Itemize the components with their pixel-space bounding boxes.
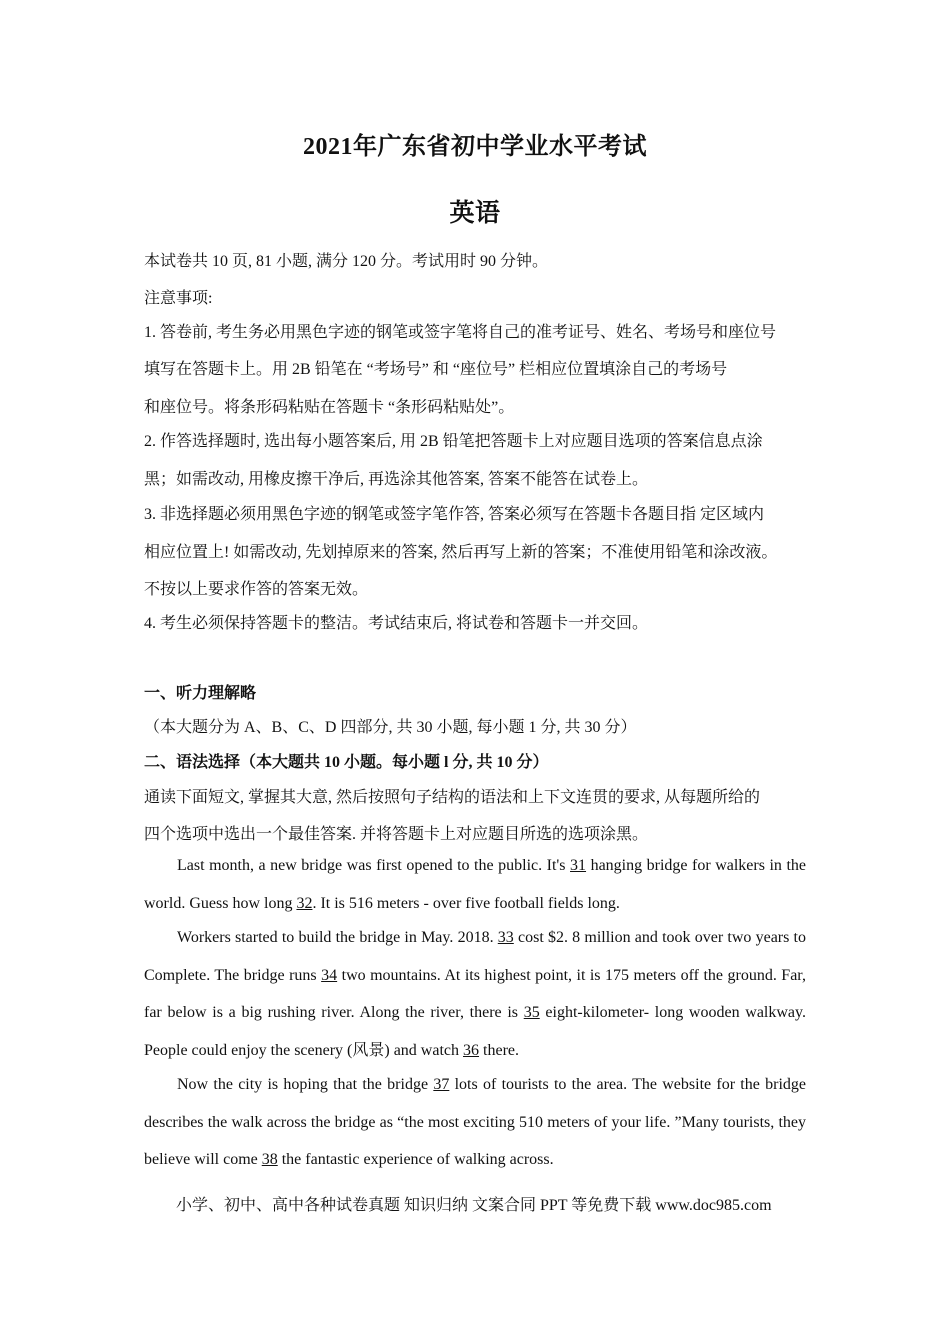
blank-35: 35 (523, 1004, 540, 1021)
notice-heading: 注意事项: (144, 290, 213, 307)
passage-text: . It is 516 meters - over five football fields long. (312, 894, 620, 912)
notice-line: 1. 答卷前, 考生务必用黑色字迹的钢笔或签字笔将自己的准考证号、姓名、考场号和座位号 (144, 324, 777, 341)
blank-36: 36 (463, 1041, 480, 1059)
notice-line: 2. 作答选择题时, 选出每小题答案后, 用 2B 铅笔把答题卡上对应题目选项的答案信息点涂 (144, 433, 763, 450)
blank-34: 34 (321, 966, 338, 984)
section2-heading: 二、语法选择（本大题共 10 小题。每小题 l 分, 共 10 分） (144, 754, 549, 771)
notice-line: 和座位号。将条形码粘贴在答题卡 “条形码粘贴处”。 (144, 399, 515, 416)
exam-title: 2021年广东省初中学业水平考试 (303, 134, 647, 160)
page-footer: 小学、初中、高中各种试卷真题 知识归纳 文案合同 PPT 等免费下载 www.doc985.com (176, 1197, 772, 1214)
section2-instructions: 通读下面短文, 掌握其大意, 然后按照句子结构的语法和上下文连贯的要求, 从每题所给的 (144, 789, 761, 806)
blank-33: 33 (497, 929, 514, 946)
blank-37: 37 (433, 1076, 450, 1093)
notice-line: 黑；如需改动, 用橡皮擦干净后, 再选涂其他答案, 答案不能答在试卷上。 (144, 471, 649, 488)
passage-text: two mountains. At its highest point, it is 175 meters off the ground. Far, far below is a big rushing river. Along the river, there is (144, 966, 806, 1021)
blank-38: 38 (261, 1151, 278, 1168)
exam-intro: 本试卷共 10 页, 81 小题, 满分 120 分。考试用时 90 分钟。 (144, 253, 549, 270)
passage-text: the fantastic experience of walking across. (277, 1151, 554, 1168)
notice-line: 4. 考生必须保持答题卡的整洁。考试结束后, 将试卷和答题卡一并交回。 (144, 615, 649, 632)
section2-instructions: 四个选项中选出一个最佳答案. 并将答题卡上对应题目所选的选项涂黑。 (144, 826, 649, 843)
passage-text: there. (479, 1041, 519, 1059)
passage-text: Last month, a new bridge was first opened to the public. It's (177, 857, 571, 874)
notice-line: 相应位置上! 如需改动, 先划掉原来的答案, 然后再写上新的答案；不准使用铅笔和涂改液。 (144, 544, 778, 561)
passage-paragraph-1 (144, 847, 806, 922)
passage-paragraph-3 (144, 1066, 806, 1179)
passage-text: lots of tourists to the area. The website for the bridge describes the walk across the bridge as “the most exciting 510 meters of your life. ”Many tourists, they believe will come (144, 1076, 806, 1168)
passage-paragraph-2 (144, 919, 806, 1069)
passage-text: eight-kilometer- long wooden walkway. People could enjoy the scenery (风景) and watch (144, 1004, 806, 1059)
passage-text: Now the city is hoping that the bridge (177, 1076, 434, 1093)
notice-line: 3. 非选择题必须用黑色字迹的钢笔或签字笔作答, 答案必须写在答题卡各题目指 定区域内 (144, 506, 765, 523)
section1-heading: 一、听力理解略 (144, 685, 257, 702)
passage-text: Workers started to build the bridge in May. 2018. (177, 929, 498, 946)
passage-text: cost $2. 8 million and took over two years to Complete. The bridge runs (144, 929, 806, 984)
passage-text: hanging bridge for walkers in the world. Guess how long (144, 857, 807, 912)
blank-32: 32 (296, 894, 313, 912)
notice-line: 填写在答题卡上。用 2B 铅笔在 “考场号” 和 “座位号” 栏相应位置填涂自己的考场号 (144, 361, 728, 378)
subject-title: 英语 (449, 200, 501, 227)
blank-31: 31 (570, 857, 587, 874)
section1-note: （本大题分为 A、B、C、D 四部分, 共 30 小题, 每小题 1 分, 共 30 分） (144, 719, 637, 736)
notice-line: 不按以上要求作答的答案无效。 (144, 581, 369, 598)
